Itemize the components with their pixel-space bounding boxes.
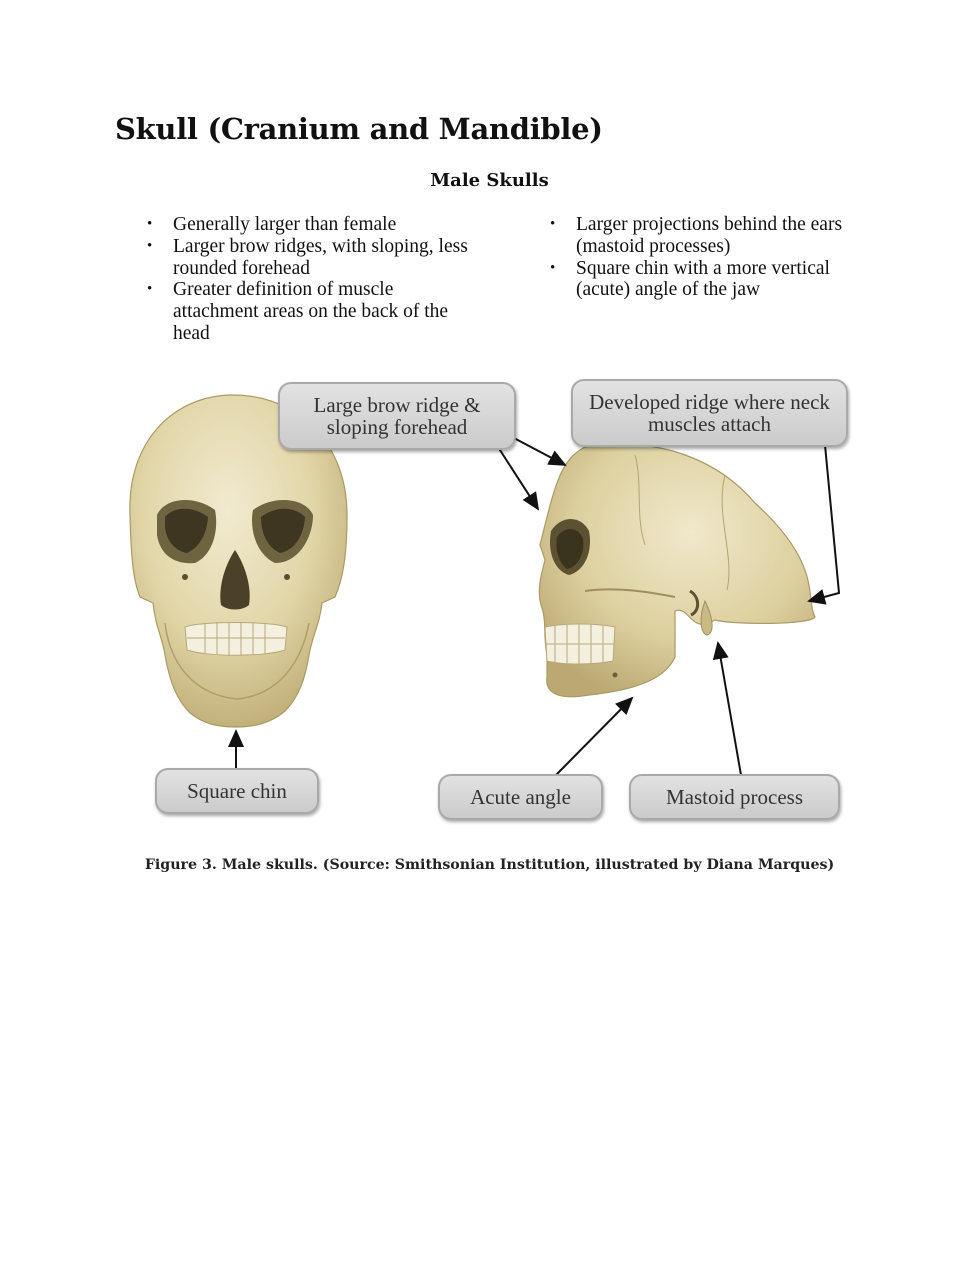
callout-label: Acute angle	[470, 785, 571, 809]
callout-square-chin	[155, 768, 319, 814]
callout-mastoid-process	[629, 774, 840, 820]
callout-acute-angle	[438, 774, 603, 820]
skull-figure	[115, 365, 860, 835]
section-subtitle: Male Skulls	[430, 170, 549, 191]
list-item: • Greater definition of muscle attachment areas on the back of the head	[173, 279, 473, 344]
page-title: Skull (Cranium and Mandible)	[115, 112, 603, 146]
callout-brow-ridge	[278, 382, 516, 450]
list-item: • Larger brow ridges, with sloping, less rounded forehead	[173, 236, 473, 280]
list-item: • Larger projections behind the ears (mastoid processes)	[576, 214, 866, 258]
callout-neck-ridge	[571, 379, 848, 447]
traits-list-right	[576, 214, 866, 301]
list-item: • Square chin with a more vertical (acute) angle of the jaw	[576, 258, 866, 302]
callout-label: Square chin	[187, 779, 287, 803]
side-skull	[539, 444, 815, 697]
callout-label: Large brow ridge & sloping forehead	[313, 393, 481, 439]
callout-label: Developed ridge where neck muscles attach	[589, 390, 830, 436]
list-item: • Generally larger than female	[173, 214, 473, 236]
callout-label: Mastoid process	[665, 785, 804, 809]
traits-list-left	[173, 214, 473, 345]
figure-caption: Figure 3. Male skulls. (Source: Smithsonian Institution, illustrated by Diana Marques)	[144, 857, 835, 873]
